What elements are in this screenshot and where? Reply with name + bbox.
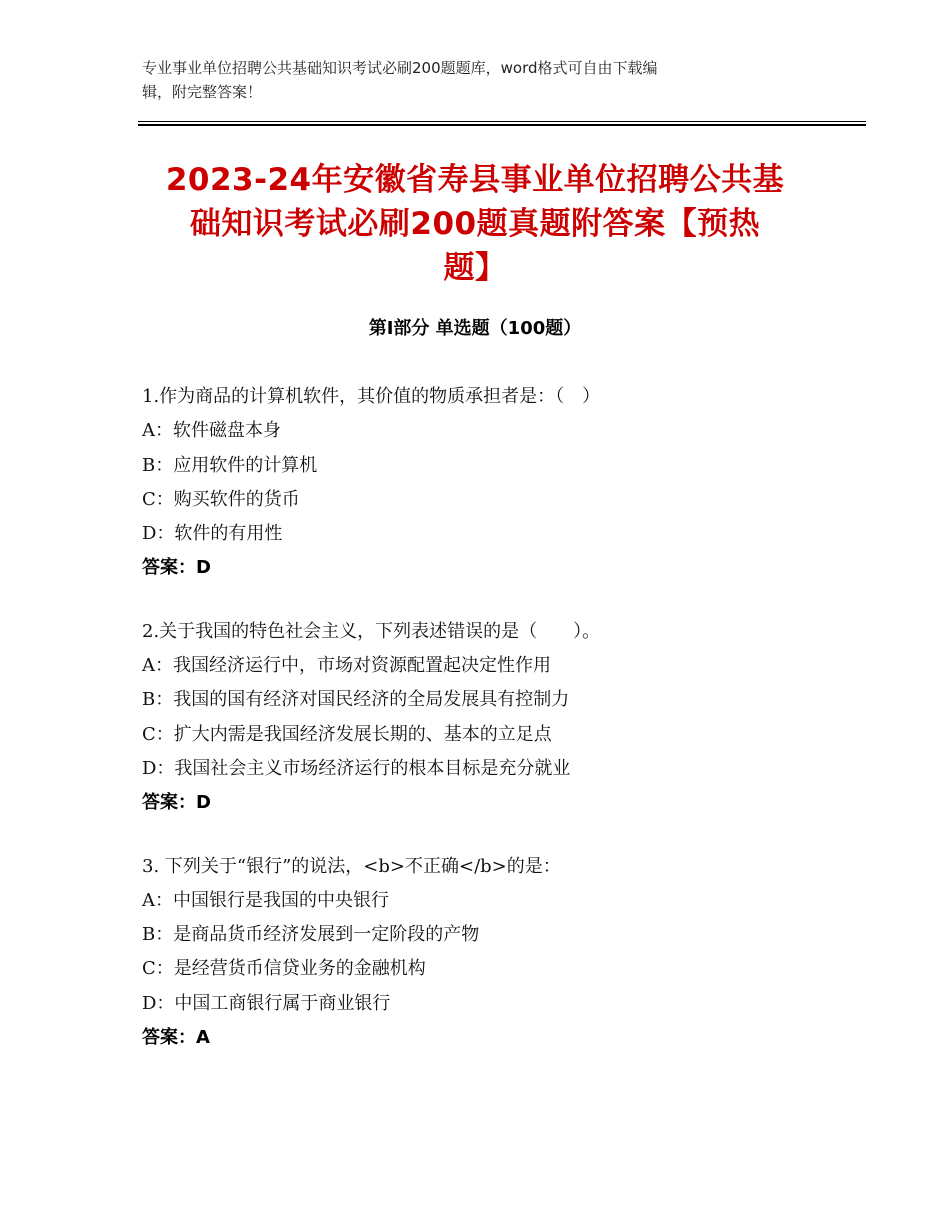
header-note-line-2: 辑，附完整答案！ xyxy=(142,83,263,101)
question-stem: 3. 下列关于“银行”的说法，<b>不正确</b>的是： xyxy=(142,855,561,877)
question-1 xyxy=(142,380,862,586)
answer-label: 答案：D xyxy=(142,557,211,579)
option-a: A：软件磁盘本身 xyxy=(142,420,281,442)
header-divider-thick xyxy=(138,124,866,126)
option-c: C：购买软件的货币 xyxy=(142,488,300,510)
document-title-line-2: 础知识考试必刷200题真题附答案【预热 xyxy=(189,206,761,242)
header-note xyxy=(142,56,822,104)
option-b: B：我国的国有经济对国民经济的全局发展具有控制力 xyxy=(142,689,570,711)
option-a: A：我国经济运行中，市场对资源配置起决定性作用 xyxy=(142,655,551,677)
option-a: A：中国银行是我国的中央银行 xyxy=(142,889,389,911)
option-d: D：软件的有用性 xyxy=(142,523,283,545)
option-b: B：是商品货币经济发展到一定阶段的产物 xyxy=(142,924,480,946)
option-c: C：是经营货币信贷业务的金融机构 xyxy=(142,958,426,980)
header-note-line-1: 专业事业单位招聘公共基础知识考试必刷200题题库，word格式可自由下载编 xyxy=(142,59,658,77)
header-divider-thin xyxy=(138,121,866,122)
option-d: D：我国社会主义市场经济运行的根本目标是充分就业 xyxy=(142,757,571,779)
answer-label: 答案：A xyxy=(142,1027,210,1049)
question-list xyxy=(142,380,862,1084)
option-b: B：应用软件的计算机 xyxy=(142,454,318,476)
question-3 xyxy=(142,850,862,1056)
question-2 xyxy=(142,615,862,821)
document-title-line-1: 2023-24年安徽省寿县事业单位招聘公共基 xyxy=(165,162,785,198)
question-stem: 2.关于我国的特色社会主义，下列表述错误的是（ ）。 xyxy=(142,620,601,642)
option-d: D：中国工商银行属于商业银行 xyxy=(142,992,391,1014)
question-stem: 1.作为商品的计算机软件，其价值的物质承担者是：（ ） xyxy=(142,386,601,407)
document-title-line-3: 题】 xyxy=(443,250,507,286)
answer-label: 答案：D xyxy=(142,792,211,814)
option-c: C：扩大内需是我国经济发展长期的、基本的立足点 xyxy=(142,723,552,745)
section-heading: 第Ⅰ部分 单选题（100题） xyxy=(368,318,582,339)
document-title xyxy=(145,158,805,290)
